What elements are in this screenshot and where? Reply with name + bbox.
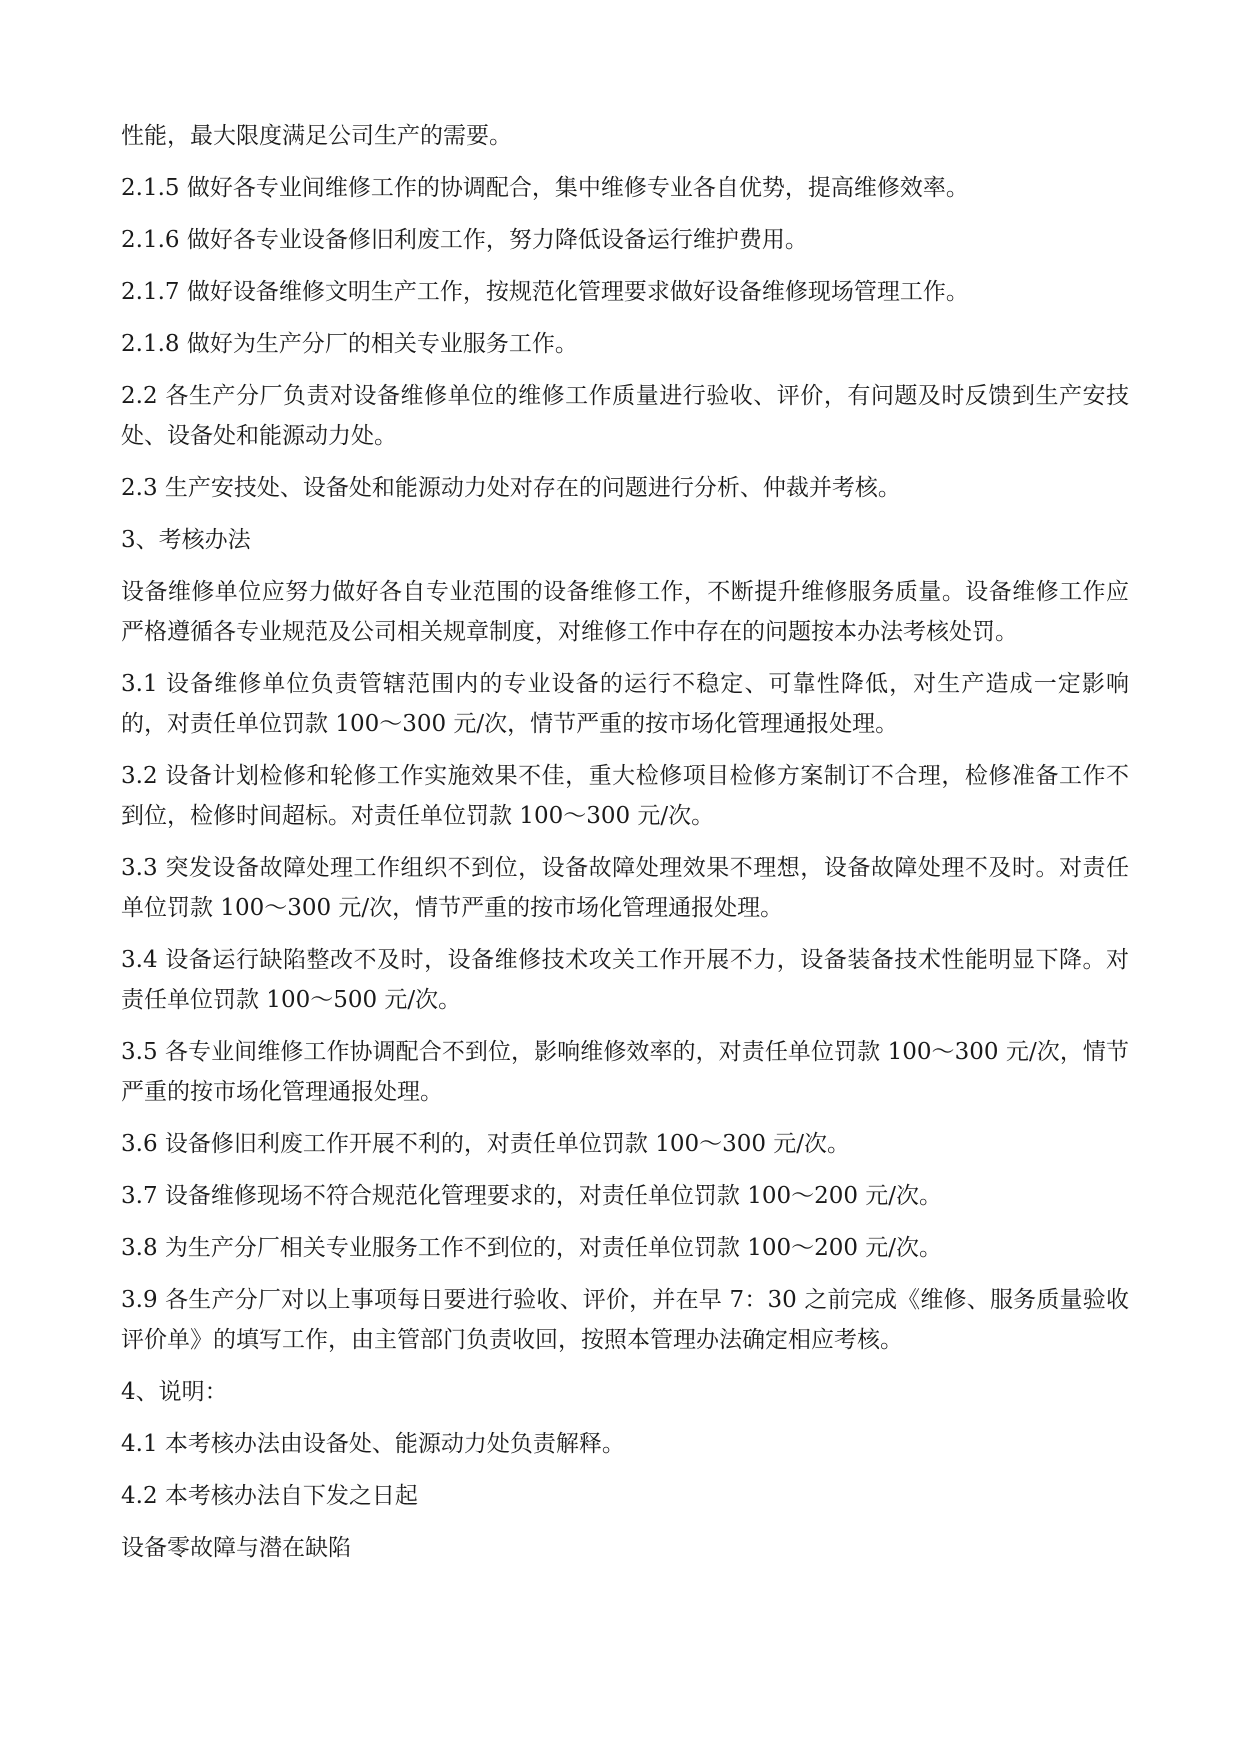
section-heading-3: 3、考核办法 <box>121 527 251 553</box>
paragraph-13: 3.4 设备运行缺陷整改不及时，设备维修技术攻关工作开展不力，设备装备技术性能明显下降。对责任单位罚款 100～500 元/次。 <box>121 947 1129 1013</box>
paragraph-10: 3.1 设备维修单位负责管辖范围内的专业设备的运行不稳定、可靠性降低，对生产造成一定影响的，对责任单位罚款 100～300 元/次，情节严重的按市场化管理通报处理。 <box>121 671 1129 737</box>
paragraph-9: 设备维修单位应努力做好各自专业范围的设备维修工作，不断提升维修服务质量。设备维修工作应严格遵循各专业规范及公司相关规章制度，对维修工作中存在的问题按本办法考核处罚。 <box>121 579 1129 645</box>
paragraph-17: 3.8 为生产分厂相关专业服务工作不到位的，对责任单位罚款 100～200 元/次。 <box>121 1235 943 1261</box>
paragraph-14: 3.5 各专业间维修工作协调配合不到位，影响维修效率的，对责任单位罚款 100～300 元/次，情节严重的按市场化管理通报处理。 <box>121 1039 1129 1105</box>
paragraph-11: 3.2 设备计划检修和轮修工作实施效果不佳，重大检修项目检修方案制订不合理，检修准备工作不到位，检修时间超标。对责任单位罚款 100～300 元/次。 <box>121 763 1129 829</box>
section-heading-4: 4、说明： <box>121 1379 228 1405</box>
paragraph-21: 4.2 本考核办法自下发之日起 <box>121 1483 418 1509</box>
paragraph-12: 3.3 突发设备故障处理工作组织不到位，设备故障处理效果不理想，设备故障处理不及时。对责任单位罚款 100～300 元/次，情节严重的按市场化管理通报处理。 <box>121 855 1129 921</box>
document-body <box>121 116 1129 1580</box>
paragraph-1: 性能，最大限度满足公司生产的需要。 <box>121 123 512 149</box>
paragraph-4: 2.1.7 做好设备维修文明生产工作，按规范化管理要求做好设备维修现场管理工作。 <box>121 279 969 305</box>
paragraph-20: 4.1 本考核办法由设备处、能源动力处负责解释。 <box>121 1431 625 1457</box>
paragraph-15: 3.6 设备修旧利废工作开展不利的，对责任单位罚款 100～300 元/次。 <box>121 1131 851 1157</box>
paragraph-18: 3.9 各生产分厂对以上事项每日要进行验收、评价，并在早 7：30 之前完成《维修、服务质量验收评价单》的填写工作，由主管部门负责收回，按照本管理办法确定相应考核。 <box>121 1287 1129 1353</box>
paragraph-6: 2.2 各生产分厂负责对设备维修单位的维修工作质量进行验收、评价，有问题及时反馈到生产安技处、设备处和能源动力处。 <box>121 383 1129 449</box>
paragraph-3: 2.1.6 做好各专业设备修旧利废工作，努力降低设备运行维护费用。 <box>121 227 808 253</box>
paragraph-5: 2.1.8 做好为生产分厂的相关专业服务工作。 <box>121 331 578 357</box>
paragraph-22: 设备零故障与潜在缺陷 <box>121 1535 351 1561</box>
paragraph-7: 2.3 生产安技处、设备处和能源动力处对存在的问题进行分析、仲裁并考核。 <box>121 475 901 501</box>
paragraph-16: 3.7 设备维修现场不符合规范化管理要求的，对责任单位罚款 100～200 元/次。 <box>121 1183 943 1209</box>
paragraph-2: 2.1.5 做好各专业间维修工作的协调配合，集中维修专业各自优势，提高维修效率。 <box>121 175 969 201</box>
